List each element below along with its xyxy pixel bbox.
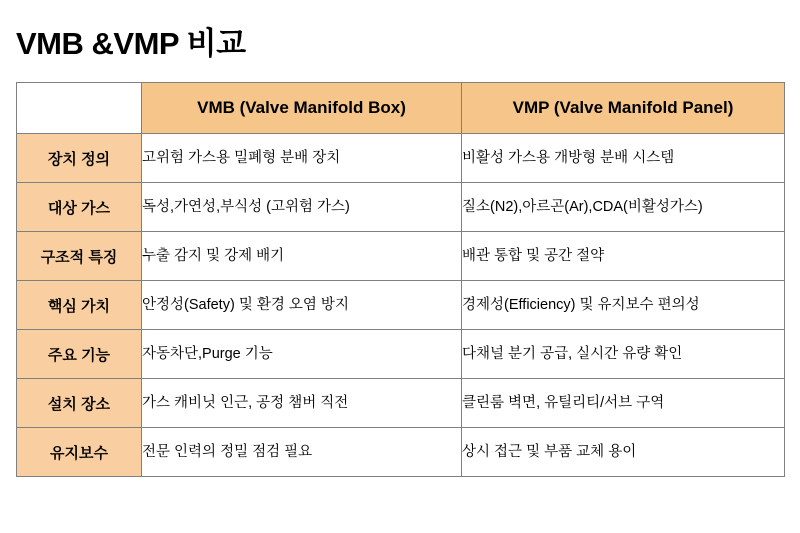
cell-vmp: 비활성 가스용 개방형 분배 시스템	[462, 134, 785, 183]
comparison-table	[16, 82, 785, 477]
row-label: 핵심 가치	[17, 281, 142, 330]
table-header-vmp: VMP (Valve Manifold Panel)	[462, 83, 785, 134]
row-label: 주요 기능	[17, 330, 142, 379]
cell-vmb: 가스 캐비닛 인근, 공정 챔버 직전	[142, 379, 462, 428]
cell-vmp: 배관 통합 및 공간 절약	[462, 232, 785, 281]
table-row	[17, 134, 785, 183]
comparison-table-container	[16, 82, 784, 477]
cell-vmb: 안정성(Safety) 및 환경 오염 방지	[142, 281, 462, 330]
cell-vmb: 누출 감지 및 강제 배기	[142, 232, 462, 281]
table-header-corner	[17, 83, 142, 134]
table-row	[17, 379, 785, 428]
table-header-row	[17, 83, 785, 134]
table-body	[17, 134, 785, 477]
table-header	[17, 83, 785, 134]
table-row	[17, 428, 785, 477]
cell-vmb: 전문 인력의 정밀 점검 필요	[142, 428, 462, 477]
table-row	[17, 183, 785, 232]
page-title: VMB &VMP 비교	[16, 26, 246, 61]
table-header-vmb: VMB (Valve Manifold Box)	[142, 83, 462, 134]
cell-vmb: 독성,가연성,부식성 (고위험 가스)	[142, 183, 462, 232]
cell-vmp: 클린룸 벽면, 유틸리티/서브 구역	[462, 379, 785, 428]
table-row	[17, 330, 785, 379]
cell-vmb: 자동차단,Purge 기능	[142, 330, 462, 379]
cell-vmb: 고위험 가스용 밀폐형 분배 장치	[142, 134, 462, 183]
cell-vmp: 질소(N2),아르곤(Ar),CDA(비활성가스)	[462, 183, 785, 232]
row-label: 대상 가스	[17, 183, 142, 232]
table-row	[17, 281, 785, 330]
cell-vmp: 다채널 분기 공급, 실시간 유량 확인	[462, 330, 785, 379]
row-label: 장치 정의	[17, 134, 142, 183]
row-label: 설치 장소	[17, 379, 142, 428]
cell-vmp: 경제성(Efficiency) 및 유지보수 편의성	[462, 281, 785, 330]
cell-vmp: 상시 접근 및 부품 교체 용이	[462, 428, 785, 477]
table-row	[17, 232, 785, 281]
row-label: 구조적 특징	[17, 232, 142, 281]
row-label: 유지보수	[17, 428, 142, 477]
